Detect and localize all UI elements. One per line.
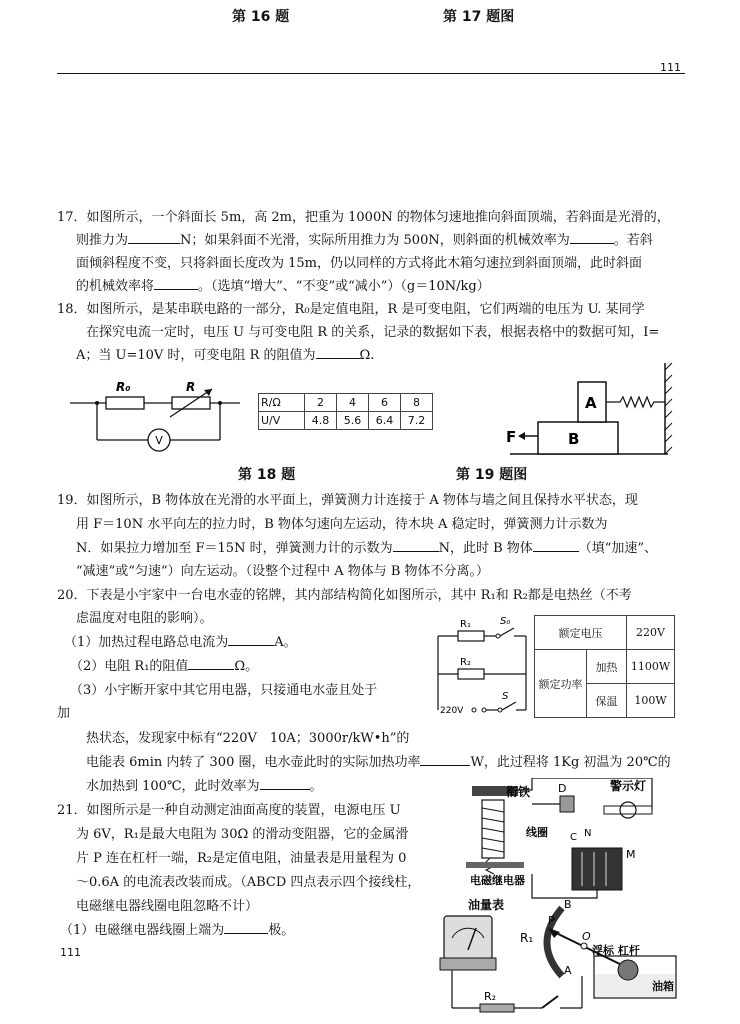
table-row: 保温 100W (535, 684, 675, 718)
q19-figure (500, 358, 675, 458)
svg-text:油箱: 油箱 (652, 980, 674, 993)
table-row: 额定功率 加热 1100W (535, 650, 675, 684)
q20-line-power: 电能表 6min 内转了 300 圈，电水壶此时的实际加热功率 W，此过程将 1Kg 初温为 20℃的 (86, 752, 671, 774)
svg-text:C: C (570, 832, 577, 843)
header-rule (57, 73, 685, 74)
svg-text:R₁: R₁ (520, 931, 534, 945)
q19-line1: 19．如图所示，B 物体放在光滑的水平面上，弹簧测力计连接于 A 物体与墙之间且保持水平状态，现 (57, 493, 638, 508)
svg-text:A: A (585, 394, 597, 412)
q20-nameplate-table (534, 615, 675, 718)
svg-text:B: B (568, 430, 580, 448)
page-number-bottom: 111 (60, 946, 81, 959)
svg-text:A: A (564, 964, 572, 977)
q20-part3: （3）小宇断开家中其它用电器，只接通电水壶且处于 (70, 683, 378, 698)
svg-text:油量表: 油量表 (468, 898, 505, 912)
svg-text:R₀: R₀ (116, 380, 131, 394)
svg-text:V: V (155, 434, 163, 447)
q17-line2: 则推力为 N；如果斜面不光滑，实际所用推力为 500N，则斜面的机械效率为 。若斜 (76, 230, 653, 252)
caption-fig18: 第 18 题 (238, 467, 296, 483)
q20-part2: （2）电阻 R₁的阻值 Ω。 (70, 656, 258, 678)
q17-line4: 的机械效率将 。（选填“增大”、“不变”或“减小”）（g＝10N/kg） (76, 276, 490, 298)
q20-part1: （1）加热过程电路总电流为 A。 (64, 632, 297, 654)
r2-resistor (480, 1004, 514, 1012)
s0-switch (500, 628, 514, 636)
svg-text:P: P (548, 914, 555, 927)
table-row: R/Ω 2 4 6 8 (259, 394, 433, 412)
r2-resistor (458, 669, 484, 679)
battery-icon (572, 848, 622, 890)
svg-text:D: D (558, 782, 567, 795)
q20-circuit-diagram (430, 612, 534, 720)
spring (606, 397, 665, 407)
svg-text:电磁继电器: 电磁继电器 (470, 874, 525, 887)
q18-line2: 在探究电流一定时，电压 U 与可变电阻 R 的关系，记录的数据如下表，根据表格中的数据可知，I= (86, 325, 660, 340)
svg-text:220V: 220V (440, 706, 464, 716)
svg-text:R₂: R₂ (460, 657, 471, 668)
q18-line1: 18．如图所示，是某串联电路的一部分，R₀是定值电阻，R 是可变电阻，它们两端的电压为 U. 某同学 (57, 302, 645, 317)
svg-text:衔铁: 衔铁 (506, 785, 531, 799)
s-switch (502, 702, 516, 710)
q20-line-efficiency: 水加热到 100℃，此时效率为 。 (86, 776, 323, 798)
page-number-top: 111 (660, 61, 681, 74)
svg-text:浮标 杠杆: 浮标 杠杆 (592, 944, 640, 957)
q21-line1: 21．如图所示是一种自动测定油面高度的装置，电源电压 U (57, 803, 401, 818)
q18-line3: A；当 U=10V 时，可变电阻 R 的阻值为 Ω. (76, 345, 374, 367)
q18-circuit-diagram (70, 375, 240, 457)
caption-fig16: 第 16 题 (232, 9, 290, 25)
q21-line5: 电磁继电器线圈电阻忽略不计） (76, 899, 259, 914)
caption-fig17: 第 17 题图 (443, 9, 515, 25)
svg-text:R₁: R₁ (460, 619, 471, 630)
q20-part3-wrap: 加 (57, 706, 71, 721)
q17-line1: 17．如图所示，一个斜面长 5m，高 2m，把重为 1000N 的物体匀速地推向斜面顶端，若斜面是光滑的， (57, 210, 670, 225)
q21-oil-level-device-figure (432, 778, 687, 1022)
q21-line4: ～0.6A 的电流表改装而成。（ABCD 四点表示四个接线柱， (76, 875, 421, 890)
q19-line3: N．如果拉力增加至 F＝15N 时，弹簧测力计的示数为 N，此时 B 物体 （填“加速”、 (76, 538, 657, 560)
warning-lamp-icon (620, 802, 636, 818)
q20-line2: 虑温度对电阻的影响）。 (76, 611, 213, 626)
svg-text:S: S (502, 691, 509, 702)
q21-part1: （1）电磁继电器线圈上端为 极。 (60, 920, 294, 942)
svg-text:S₀: S₀ (500, 616, 511, 627)
switch (542, 996, 558, 1008)
q19-line2: 用 F＝10N 水平向左的拉力时，B 物体匀速向左运动，待木块 A 稳定时，弹簧测力计示数为 (76, 517, 608, 532)
q21-line3: 片 P 连在杠杆一端，R₂是定值电阻，油量表是用量程为 0 (76, 851, 407, 866)
table-row: U/V 4.8 5.6 6.4 7.2 (259, 412, 433, 430)
float-icon (618, 960, 638, 980)
q20-line1: 20．下表是小宇家中一台电水壶的铭牌，其内部结构简化如图所示，其中 R₁和 R₂都是电热丝（不考 (57, 588, 632, 603)
svg-text:R: R (186, 380, 196, 394)
table-row: 额定电压 220V (535, 616, 675, 650)
svg-text:M: M (626, 848, 636, 861)
oil-meter-icon (444, 916, 492, 962)
q18-data-table (258, 393, 433, 430)
svg-text:B: B (564, 898, 572, 911)
svg-text:R₂: R₂ (484, 990, 497, 1003)
q17-line3: 面倾斜程度不变，只将斜面长度改为 15m，仍以同样的方式将此木箱匀速拉到斜面顶端，此时斜面 (76, 256, 643, 271)
svg-text:O: O (582, 930, 591, 943)
q20-line-meter: 热状态，发现家中标有“220V 10A；3000r/kW•h”的 (86, 731, 410, 746)
q19-line4: “减速”或“匀速”）向左运动。（设整个过程中 A 物体与 B 物体不分离。） (76, 564, 490, 579)
r0-resistor (106, 397, 144, 409)
r1-resistor (458, 631, 484, 641)
q21-line2: 为 6V，R₁是最大电阻为 30Ω 的滑动变阻器，它的金属滑 (76, 827, 409, 842)
svg-text:警示灯: 警示灯 (610, 779, 647, 793)
svg-text:线圈: 线圈 (526, 826, 548, 839)
svg-text:F: F (506, 428, 517, 446)
caption-fig19: 第 19 题图 (456, 467, 528, 483)
svg-text:N: N (584, 828, 592, 839)
